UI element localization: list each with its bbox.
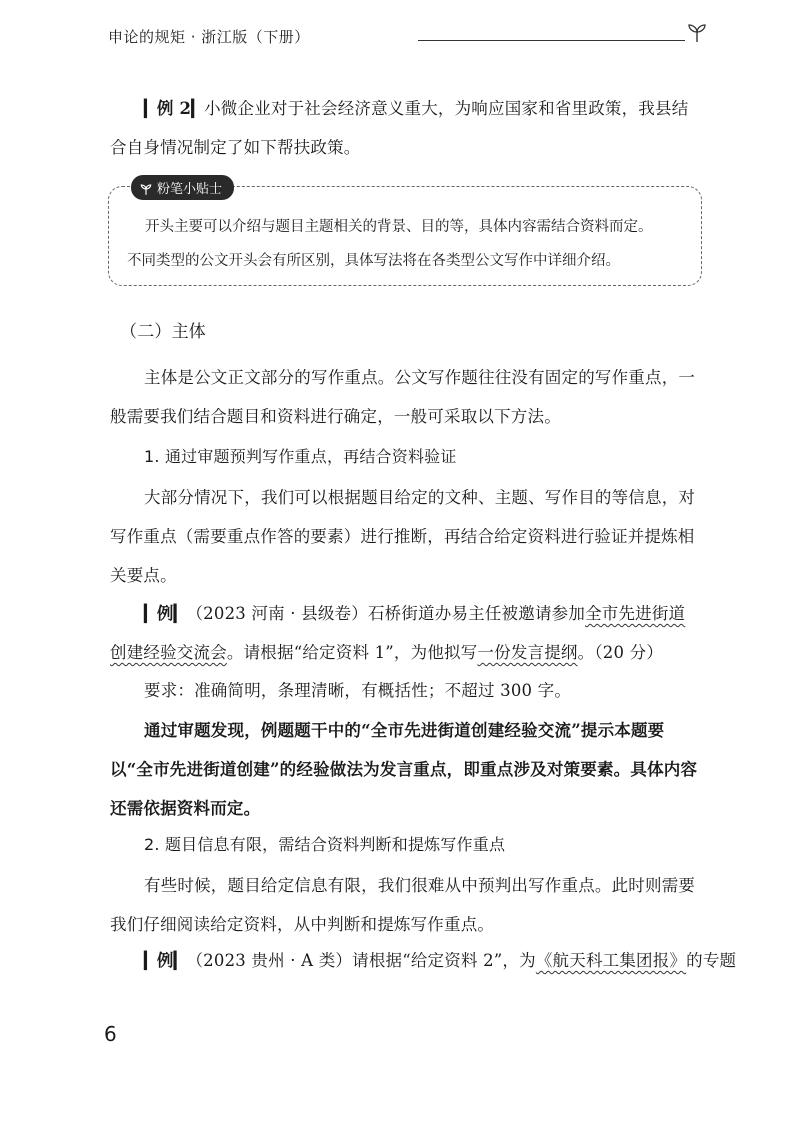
book-title: 申论的规矩 · 浙江版（下册） bbox=[108, 28, 310, 46]
example-2-paragraph bbox=[110, 89, 700, 167]
underlined-phrase: 一份发言提纲 bbox=[477, 643, 578, 662]
example-label: ▎例▎ bbox=[144, 951, 187, 970]
page-number: 6 bbox=[104, 1022, 117, 1046]
example-2-text: 小微企业对于社会经济意义重大，为响应国家和省里政策，我县结合自身情况制定了如下帮扶政策。 bbox=[110, 99, 689, 157]
example-3-analysis: 通过审题发现，例题题干中的“全市先进街道创建经验交流”提示本题要以“全市先进街道创建”的经验做法为发言重点，即重点涉及对策要素。具体内容还需依据资料而定。 bbox=[110, 721, 698, 818]
tips-label bbox=[131, 175, 234, 200]
running-header bbox=[108, 26, 703, 50]
method-1-body: 大部分情况下，我们可以根据题目给定的文种、主题、写作目的等信息，对写作重点（需要重点作答的要素）进行推断，再结合给定资料进行验证并提炼相关要点。 bbox=[110, 488, 696, 585]
method-2-body: 有些时候，题目给定信息有限，我们很难从中预判出写作重点。此时则需要我们仔细阅读给定资料，从中判断和提炼写作重点。 bbox=[110, 876, 696, 934]
example-3-text: （2023 河南 · 县级卷）石桥街道办易主任被邀请参加 bbox=[186, 604, 586, 623]
example-4-text: 的专题 bbox=[686, 951, 737, 970]
section-intro: 主体是公文正文部分的写作重点。公文写作题往往没有固定的写作重点，一般需要我们结合题目和资料进行确定，一般可采取以下方法。 bbox=[110, 368, 696, 426]
underlined-phrase: 《航天科工集团报》 bbox=[535, 951, 687, 970]
tips-box bbox=[108, 182, 702, 286]
method-2-heading: 2. 题目信息有限，需结合资料判断和提炼写作重点 bbox=[144, 835, 506, 854]
tips-label-text: 粉笔小贴士 bbox=[157, 182, 223, 197]
header-rule bbox=[418, 40, 685, 41]
example-3-text: 。请根据“给定资料 1”，为他拟写 bbox=[226, 643, 478, 662]
tip-line-1: 开头主要可以介绍与题目主题相关的背景、目的等，具体内容需结合资料而定。 bbox=[145, 219, 653, 235]
underlined-phrase: 全市先进街道创建经验交流会 bbox=[110, 604, 686, 662]
example-4-paragraph bbox=[110, 941, 737, 980]
method-1-heading: 1. 通过审题预判写作重点，再结合资料验证 bbox=[144, 447, 457, 466]
sprout-icon bbox=[685, 20, 709, 44]
section-heading: （二）主体 bbox=[120, 322, 206, 342]
example-label: ▎例 2▎ bbox=[144, 99, 205, 118]
example-3-paragraph bbox=[110, 594, 700, 672]
sprout-icon bbox=[139, 182, 153, 196]
example-3-text: 。（20 分） bbox=[577, 643, 664, 662]
example-3-requirement: 要求：准确简明，条理清晰，有概括性；不超过 300 字。 bbox=[144, 681, 572, 700]
tip-line-2: 不同类型的公文开头会有所区别，具体写法将在各类型公文写作中详细介绍。 bbox=[127, 253, 620, 269]
example-label: ▎例▎ bbox=[144, 604, 187, 623]
example-4-text: （2023 贵州 · A 类）请根据“给定资料 2”，为 bbox=[186, 951, 536, 970]
